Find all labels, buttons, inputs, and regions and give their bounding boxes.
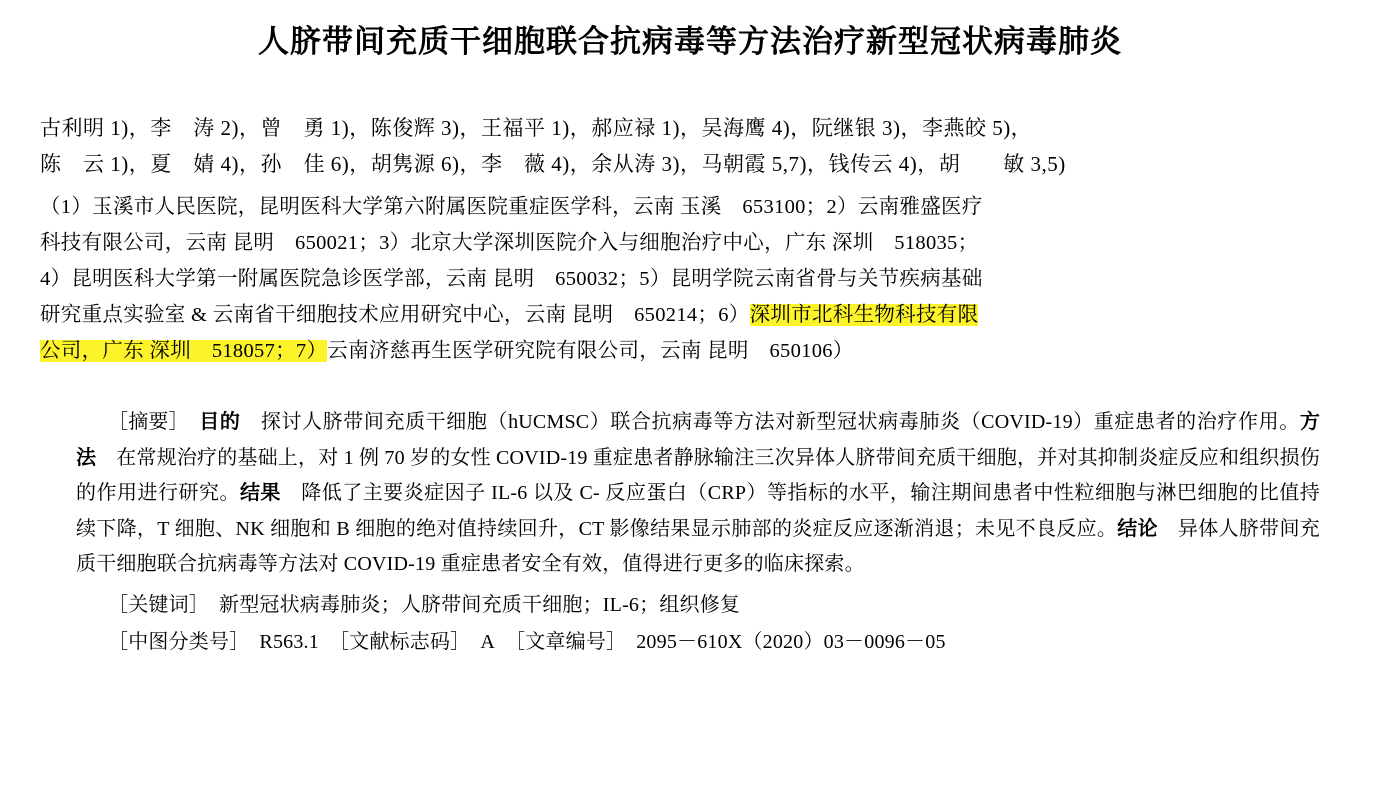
abstract-methods-label: 方法 bbox=[76, 410, 1321, 469]
affiliation-block bbox=[0, 189, 1380, 369]
classification-line bbox=[0, 624, 1380, 661]
abstract-conclusion-text: 异体人脐带间充质干细胞联合抗病毒等方法对 COVID-19 重症患者安全有效，值得进行更多的临床探索。 bbox=[76, 517, 1320, 576]
affiliation-line-2: 科技有限公司，云南 昆明 650021；3）北京大学深圳医院介入与细胞治疗中心，广东 深圳 518035； bbox=[40, 231, 979, 254]
keywords-label: ［关键词］ bbox=[108, 593, 209, 616]
page-title: 人脐带间充质干细胞联合抗病毒等方法治疗新型冠状病毒肺炎 bbox=[258, 24, 1122, 59]
abstract-results-text: 降低了主要炎症因子 IL-6 以及 C- 反应蛋白（CRP）等指标的水平，输注期间患者中性粒细胞与淋巴细胞的比值持续下降，T 细胞、NK 细胞和 B 细胞的绝对值持续回升，CT 影像结果显示肺部的炎症反应逐渐消退；未见不良反应。 bbox=[76, 482, 1320, 540]
clc-label: ［中图分类号］ bbox=[108, 630, 250, 653]
document-code-label: ［文献标志码］ bbox=[328, 630, 471, 653]
abstract-objective-label: 目的 bbox=[198, 410, 241, 433]
author-line-1: 古利明 1)，李 涛 2)，曾 勇 1)，陈俊辉 3)，王福平 1)，郝应禄 1)，吴海鹰 4)，阮继银 3)，李燕皎 5)， bbox=[40, 116, 1033, 141]
affiliation-line-4 bbox=[40, 297, 1348, 333]
abstract-section bbox=[0, 405, 1380, 583]
affiliation-line-5-text: 云南济慈再生医学研究院有限公司，云南 昆明 650106） bbox=[327, 339, 854, 362]
affiliation-line-3: 4）昆明医科大学第一附属医院急诊医学部，云南 昆明 650032；5）昆明学院云南省骨与关节疾病基础 bbox=[40, 267, 983, 290]
keywords-line bbox=[0, 587, 1380, 624]
document-code-value: A bbox=[480, 630, 496, 653]
author-line-2: 陈 云 1)，夏 婧 4)，孙 佳 6)，胡隽源 6)，李 薇 4)，余从涛 3)，马朝霞 5,7)，钱传云 4)，胡 敏 3,5) bbox=[40, 152, 1066, 177]
clc-value: R563.1 bbox=[259, 630, 319, 653]
article-number-label: ［文章编号］ bbox=[505, 630, 627, 653]
abstract-results-label: 结果 bbox=[239, 482, 281, 505]
author-list bbox=[0, 110, 1380, 182]
affiliation-line-4-text: 研究重点实验室 & 云南省干细胞技术应用研究中心，云南 昆明 650214；6） bbox=[40, 303, 750, 326]
paper-page bbox=[0, 22, 1380, 808]
abstract-paragraph bbox=[76, 405, 1320, 583]
abstract-label: ［摘要］ bbox=[108, 410, 189, 433]
highlight-affiliation-6a: 深圳市北科生物科技有限 bbox=[749, 303, 979, 326]
highlight-affiliation-6b: 公司，广东 深圳 518057；7） bbox=[40, 339, 328, 362]
abstract-objective-text: 探讨人脐带间充质干细胞（hUCMSC）联合抗病毒等方法对新型冠状病毒肺炎（COVID-19）重症患者的治疗作用。 bbox=[260, 410, 1300, 433]
abstract-methods-text: 在常规治疗的基础上，对 1 例 70 岁的女性 COVID-19 重症患者静脉输注三次异体人脐带间充质干细胞，并对其抑制炎症反应和组织损伤的作用进行研究。 bbox=[76, 446, 1320, 505]
abstract-conclusion-label: 结论 bbox=[1117, 517, 1158, 540]
affiliation-line-5 bbox=[40, 333, 1348, 369]
keywords-text: 新型冠状病毒肺炎；人脐带间充质干细胞；IL-6；组织修复 bbox=[219, 593, 741, 616]
affiliation-line-1: （1）玉溪市人民医院，昆明医科大学第六附属医院重症医学科，云南 玉溪 653100；2）云南雅盛医疗 bbox=[40, 195, 983, 218]
article-number-value: 2095－610X（2020）03－0096－05 bbox=[636, 630, 946, 653]
